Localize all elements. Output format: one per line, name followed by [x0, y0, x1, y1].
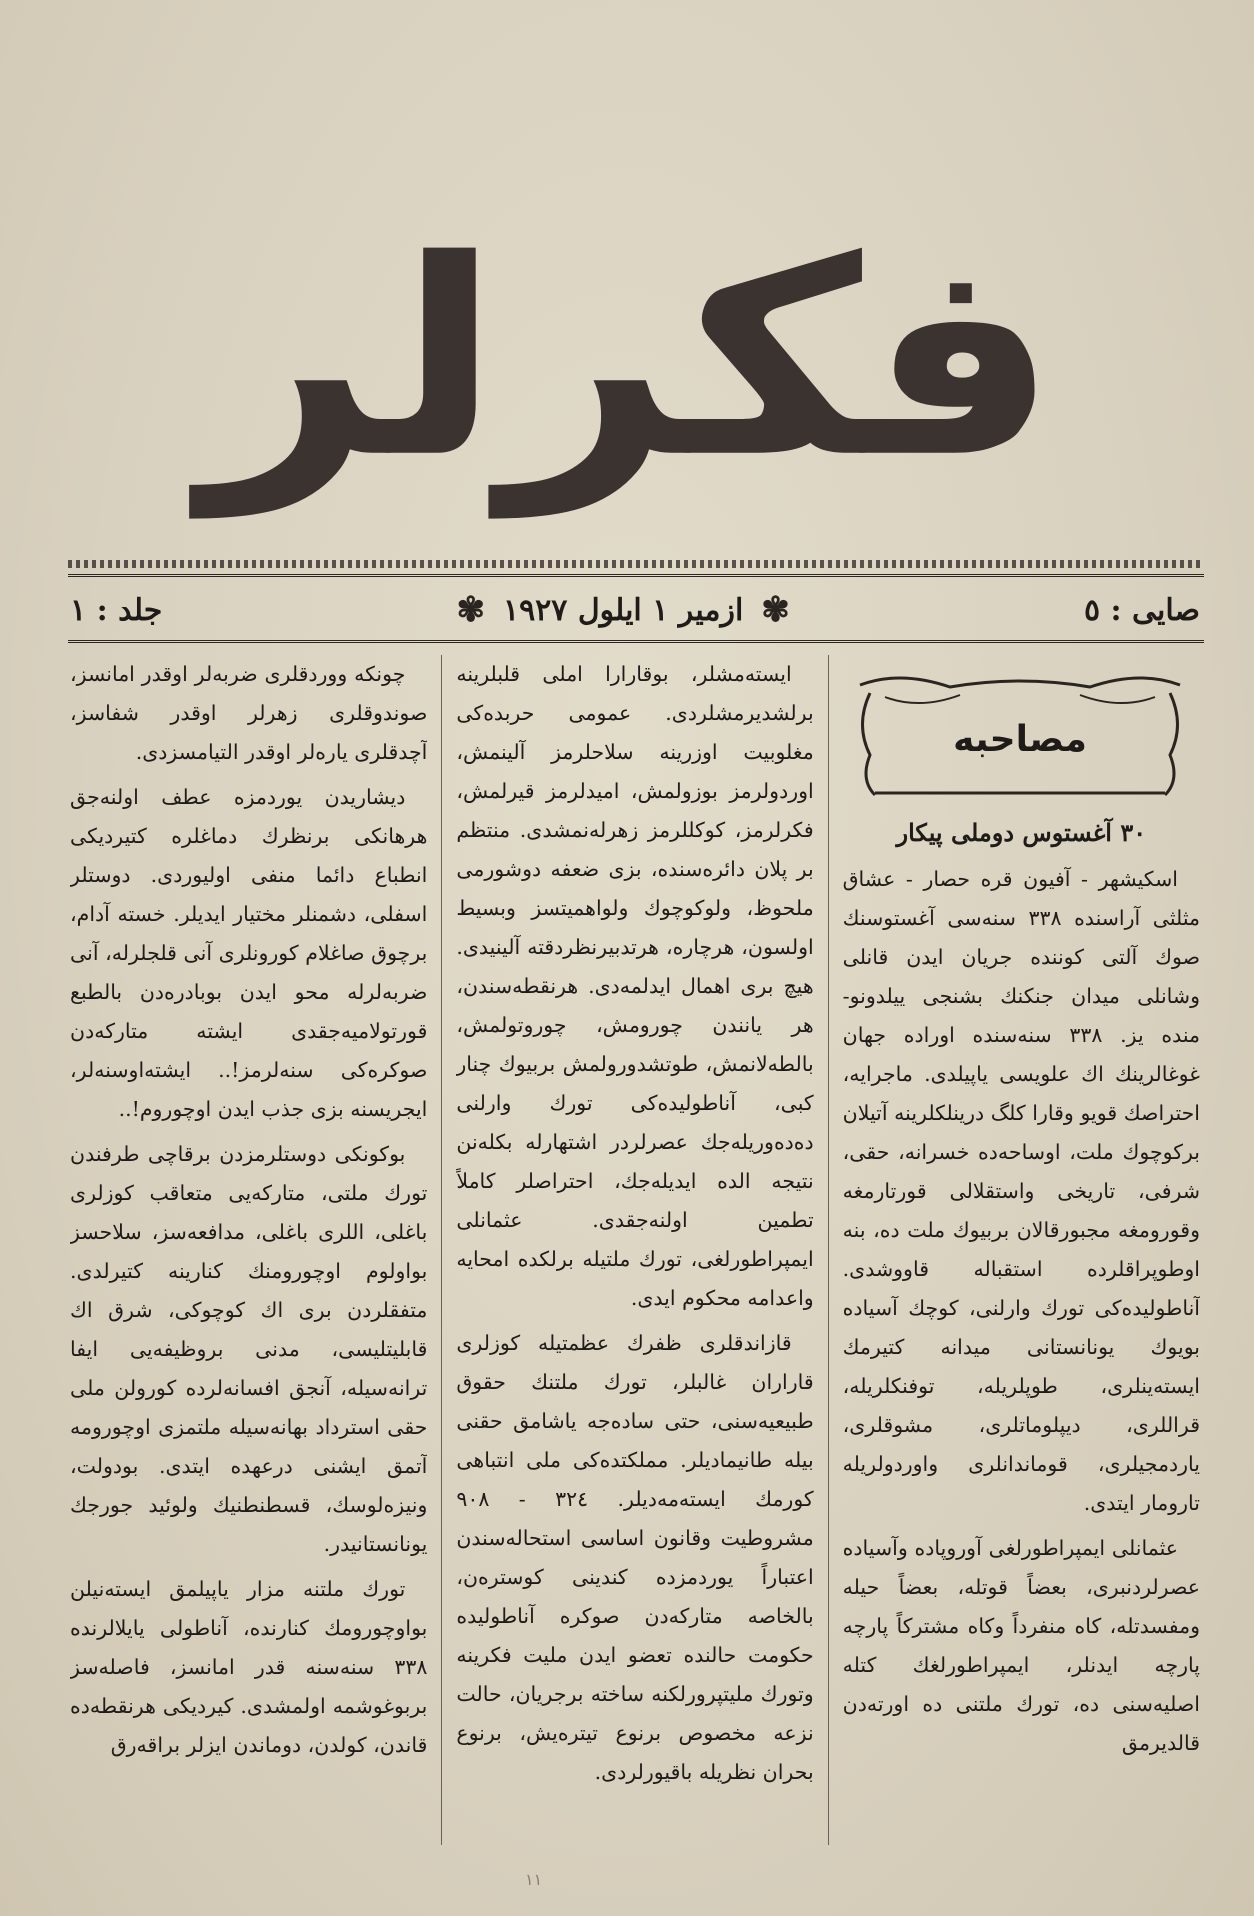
paragraph: تورك ملتنه مزار یاپیلمق ایسته‌نیلن بواوچورومك کنارنده، آناطولی یایلالرنده ٣٣٨ سنه‌سنه قدر امانسز، فاصله‌سز بربوغوشمه اولمشدی. کیردیکی هرنقطه‌ده قاندن، کولدن، دوماندن ایزلر براقه‌رق: [70, 1577, 428, 1757]
paragraph: ایسته‌مشلر، بوقارارا املی قلبلرینه برلشدیرمشلردی. عمومی حربده‌کی مغلوبیت اوزرینه سلاحلرمز آلینمش، اوردولرمز بوزولمش، امیدلرمز قیرلمش، فکرلرمز، کوکللرمز زهرله‌نمشدی. منتظم بر پلان دائره‌سنده، بزی ضعفه دوشورمی ملحوظ، ولوکوچوك ولواهمیتسز وبسیط اولسون، هرچاره، هرتدبیرنظردقته آلینیدی. هیچ بری اهمال ایدلمه‌دی. هرنقطه‌سندن، هر یانندن چورومش، چوروتولمش، بالطه‌لانمش، طوتشدورولمش بربیوك چنار کبی، آناطولیده‌کی تورك وارلنی ده‌ده‌وریله‌جك عصرلردر اشتهارله بکله‌نن نتیجه الده ایدیله‌جك، احتراصلر کاملاً تطمین اولنه‌جقدی. عثمانلی ایمپراطورلغی، تورك ملتیله برلکده امحایه واعدامه محکوم ایدی.: [456, 662, 814, 1310]
paragraph: دیشاریدن یوردمزه عطف اولنه‌جق هرهانکی برنظرك دماغلره کتیردیکی انطباع دائما منفی اولیوردی. دوستلر اسفلی، دشمنلر مختیار ایدیلر. خسته آدام، برچوق صاغلام کورونلری آنی قلجلرله، آنی ضربه‌لرله محو ایدن بوبادره‌دن بالطبع قورتولامیه‌جقدی ایشته متارکه‌دن صوکره‌کی سنه‌لرمز!.. ایشته‌اوسنه‌لر، ایجریسنه بزی جذب ایدن اوچوروم!..: [70, 785, 428, 1121]
date-line: [456, 590, 789, 630]
flower-ornament-icon: ✾: [761, 590, 790, 630]
column-2: [456, 655, 813, 1845]
issue-date: ازمیر ١ ایلول ١٩٢٧: [502, 592, 744, 628]
section-title-box: [843, 665, 1200, 805]
column-3: [70, 655, 427, 1845]
issue-header-bar: [70, 585, 1200, 635]
paragraph: بوکونکی دوستلرمزدن برقاچی طرفندن تورك ملتی، متارکه‌یی متعاقب کوزلری باغلی، اللری باغلی، مدافعه‌سز، سلاحسز بواولوم اوچورومنك کنارینه کتیرلدی. متفقلردن بری اك کوچوکی، شرق اك قابلیتلیسی، مدنی بروظیفه‌یی ایفا ترانه‌سیله، آنجق افسانه‌لرده کورولن ملی حقی استرداد بهانه‌سیله ملتمزی اوچورومه آتمق ایشنی درعهده ایتدی. بودولت، ونیزه‌لوسك، قسطنطنیك ولوئید جورجك یونانستانیدر.: [70, 1142, 428, 1556]
volume-number: جلد : ١: [70, 592, 163, 628]
paragraph: چونکه ووردقلری ضربه‌لر اوقدر امانسز، صوندوقلری زهرلر اوقدر شفاسز، آچدقلری یاره‌لر اوقدر التیامسزدی.: [70, 662, 428, 764]
article-columns: [70, 655, 1200, 1845]
masthead-ornamental-rule: [68, 560, 1204, 568]
column-divider: [441, 655, 442, 1845]
masthead: [150, 170, 1110, 550]
issue-number: صایی : ٥: [1083, 592, 1200, 628]
page-mark: ١١: [525, 1870, 543, 1889]
article-headline: ٣٠ آغستوس دوملی پیکار: [896, 818, 1147, 847]
masthead-title: فکرلر: [201, 202, 1059, 517]
masthead-double-rule: [68, 574, 1204, 577]
paragraph: عثمانلی ایمپراطورلغی آوروپاده وآسیاده عصرلردنبری، بعضاً قوتله، بعضاً حیله ومفسدتله، کاه منفرداً وکاه مشترکاً پارچه پارچه ایدنلر، ایمپراطورلغك کتله اصلیه‌سنی ده، تورك ملتنی ده اورته‌دن قالدیرمق: [842, 1536, 1200, 1755]
header-bottom-rule: [68, 640, 1204, 643]
flower-ornament-icon: ✾: [456, 590, 485, 630]
paragraph: اسکیشهر - آفیون قره حصار - عشاق مثلثی آراسنده ٣٣٨ سنه‌سی آغستوسنك صوك آلتی کوننده جریان ایدن قانلی وشانلی میدان جنکنك بشنجی ییلدونو- منده یز. ٣٣٨ سنه‌سنده اوراده جهان غوغالرینك اك علویسی یاپیلدی. ماجرایه، احتراصك قویو وقارا کلگ درینلکلرینه آتیلان برکوچوك ملت، اوساحه‌ده خسرانه، حقی، شرفی، تاریخی واستقلالی قورتارمغه وقورومغه مجبورقالان بربیوك ملت ده، بنه اوطوپراقلرده استقباله قاووشدی. آناطولیده‌کی تورك وارلنی، کوچك آسیاده بویوك یونانستانی میدانه کتیرمك ایسته‌ینلری، طوپلریله، توفنکلریله، قراللری، دیپلوماتلری، مشوقلری، یاردمجیلری، قوماندانلری واوردولریله تارومار ایتدی.: [842, 867, 1200, 1515]
column-1: [843, 655, 1200, 1845]
paragraph: قازاندقلری ظفرك عظمتیله کوزلری قاراران غالبلر، تورك ملتنك حقوق طبیعیه‌سنی، حتی ساده‌جه یاشامق حقنی بیله طانیمادیلر. مملکتده‌کی ملی انتباهی کورمك ایسته‌مه‌دیلر. ٣٢٤ - ٩٠٨ مشروطیت وقانون اساسی استحاله‌سندن اعتباراً یوردمزده کندینی کوستره‌ن، بالخاصه متارکه‌دن صوکره آناطولیده حکومت حالنده تعضو ایدن ملیت فکرینه وتورك ملیتپرورلکنه ساخته برجریان، حالت نزعه مخصوص برنوع تیتره‌یش، برنوع بحران نظریله باقیورلردی.: [456, 1331, 814, 1784]
column-divider: [828, 655, 829, 1845]
section-title: مصاحبه: [953, 719, 1087, 760]
